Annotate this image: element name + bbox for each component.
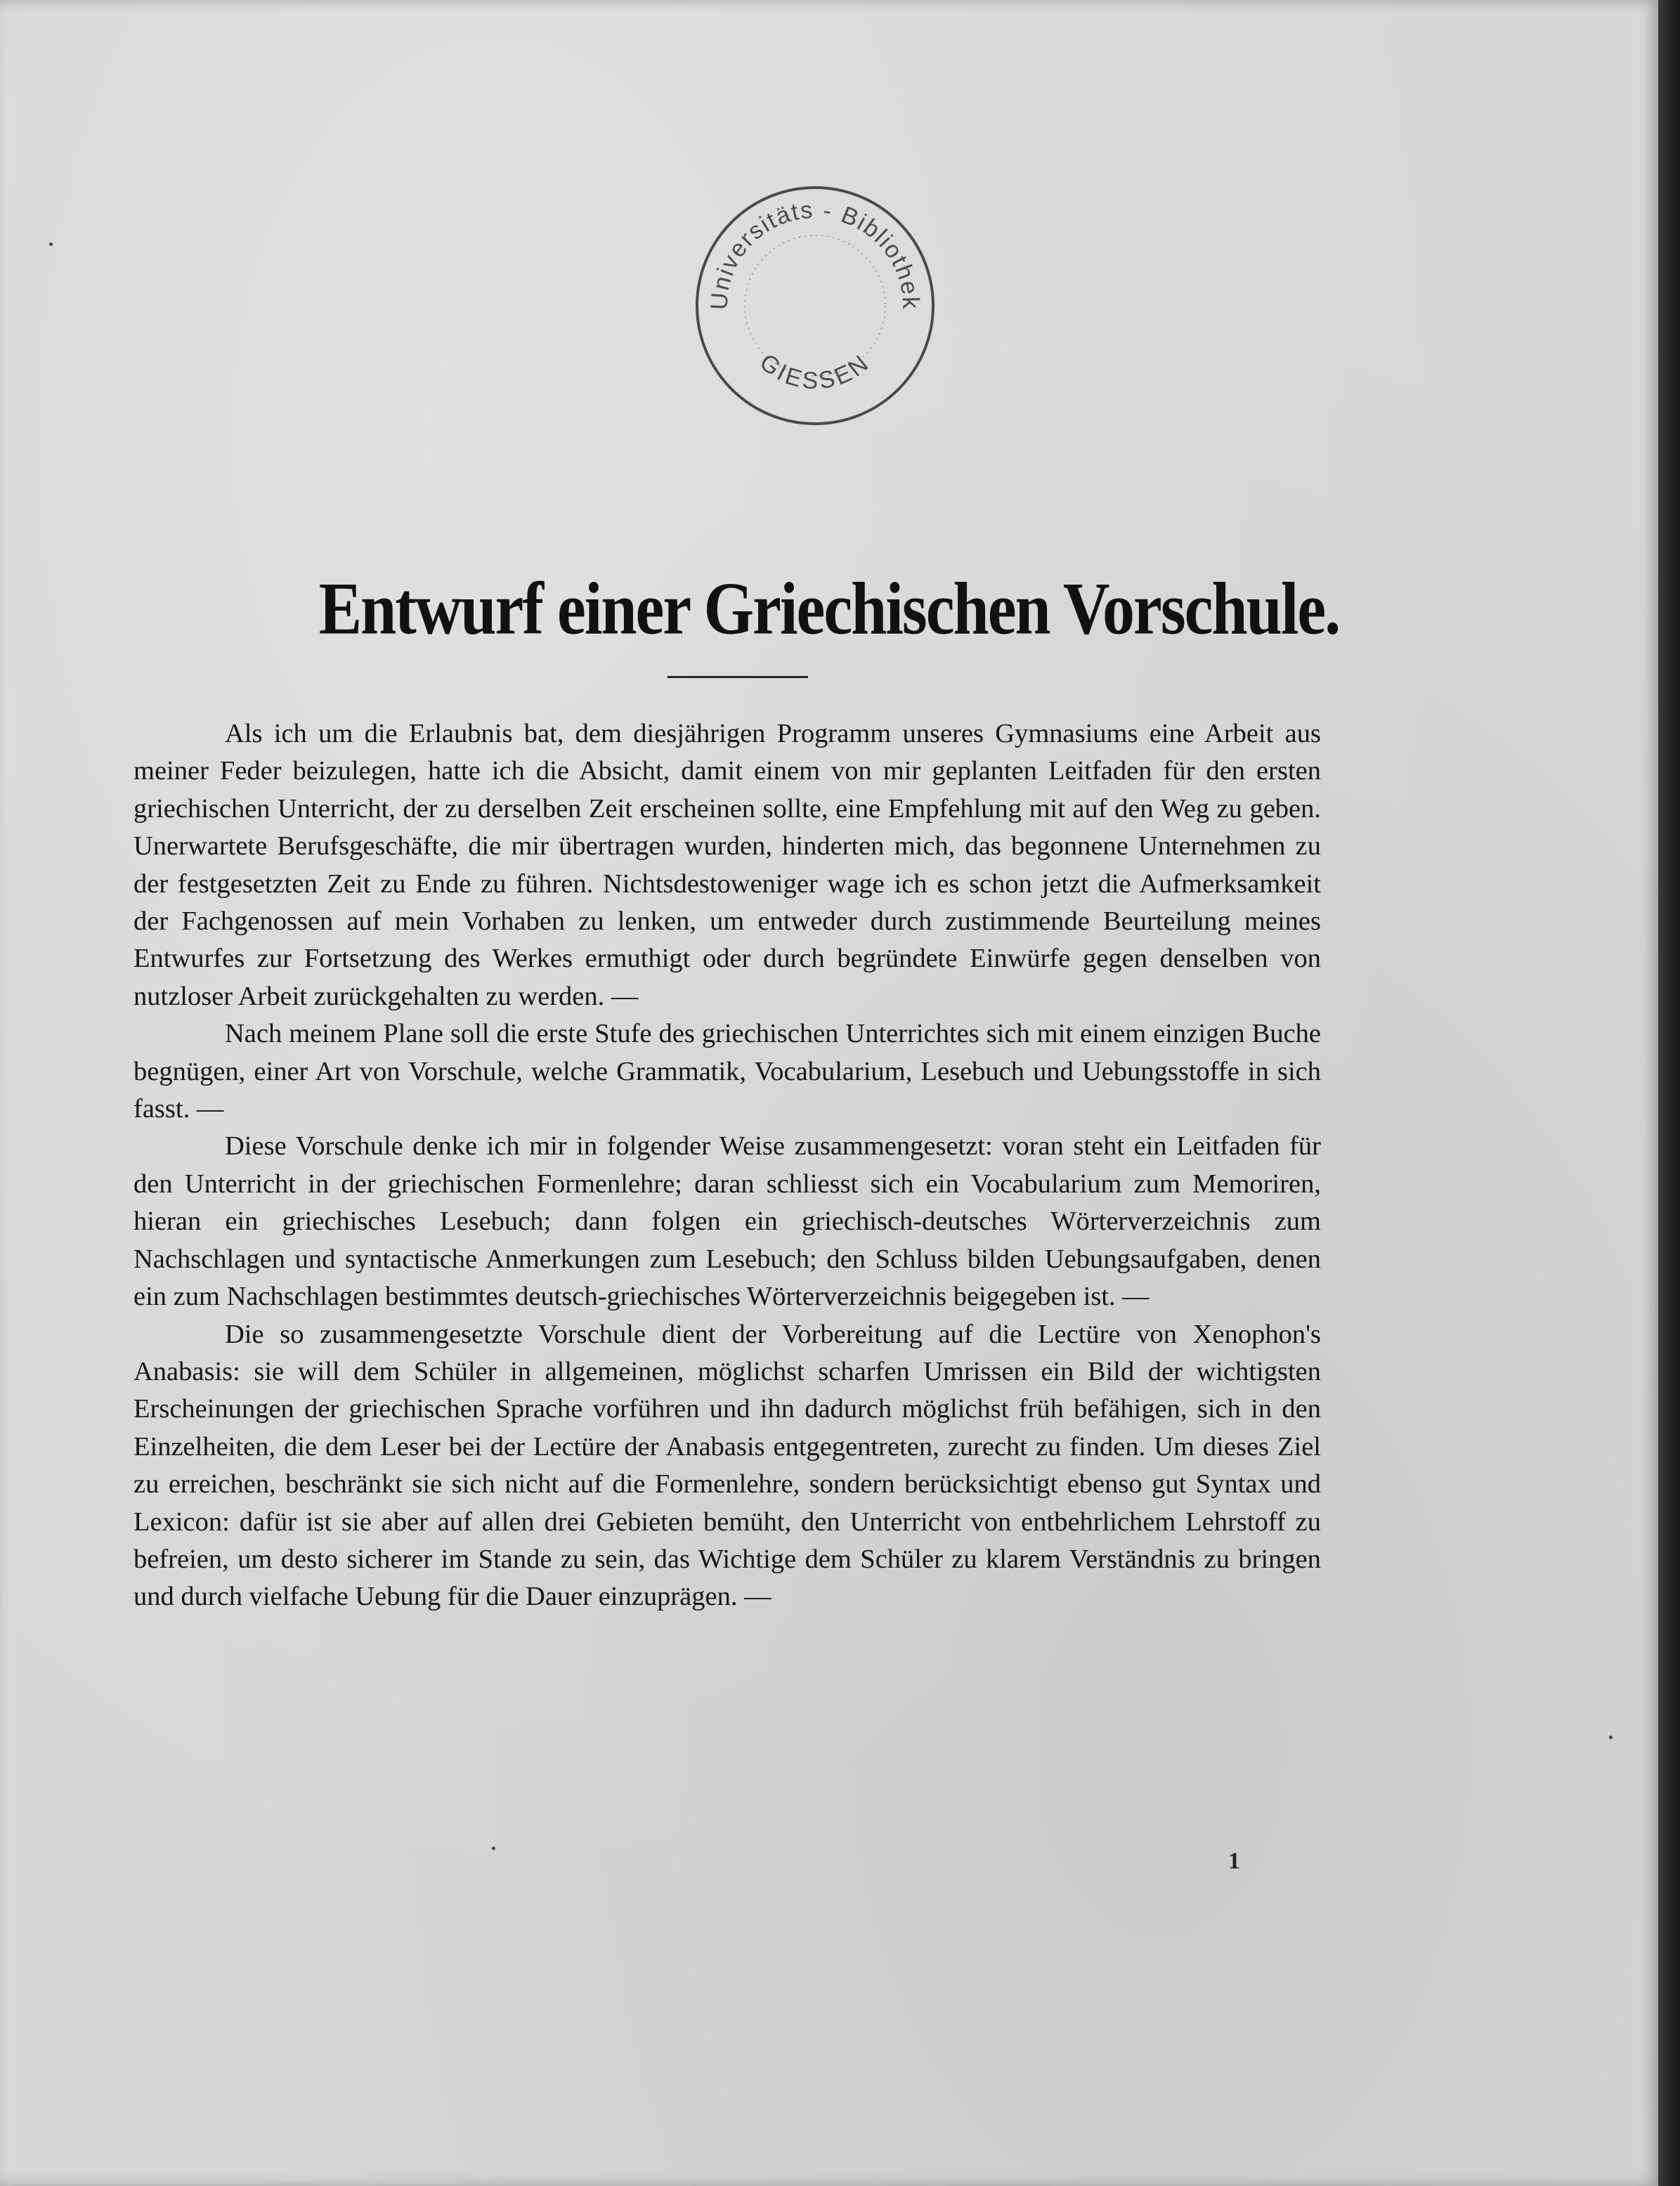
stamp-inner-ring: [745, 235, 885, 376]
page-title: Entwurf einer Griechischen Vorschule.: [318, 567, 1340, 650]
paper-speck: [49, 242, 53, 246]
stamp-text-top: Universitäts - Bibliothek: [705, 196, 925, 311]
paper-speck: [492, 1847, 495, 1850]
paragraph-1: Als ich um die Erlaubnis bat, dem diesjährigen Programm unseres Gymnasiums eine Arbeit aus meiner Feder beizulegen, hatte ich die Absicht, damit einem von mir geplanten Leitfaden für den ersten griechischen Unterricht, der zu derselben Zeit erscheinen sollte, eine Empfehlung mit auf den Weg zu geben. Unerwartete Berufsgeschäfte, die mir übertragen wurden, hinderten mich, das begonnene Unternehmen zu der festgesetzten Zeit zu Ende zu führen. Nichtsdestoweniger wage ich es schon jetzt die Aufmerksamkeit der Fachgenossen auf mein Vorhaben zu lenken, um entweder durch zustimmende Beurteilung meines Entwurfes zur Fortsetzung des Werkes ermuthigt oder durch begründete Einwürfe gegen denselben von nutzloser Arbeit zurückgehalten zu werden. —: [134, 719, 1321, 1011]
stamp-text-bottom: GIESSEN: [754, 349, 875, 395]
library-stamp: [685, 176, 945, 436]
paper-speck: [1609, 1736, 1613, 1739]
page-number: 1: [1228, 1848, 1240, 1874]
body-text: [134, 715, 1321, 1616]
title-divider: [668, 676, 808, 678]
paragraph-3: Diese Vorschule denke ich mir in folgender Weise zusammengesetzt: voran steht ein Leitfaden für den Unterricht in der griechischen Formenlehre; daran schliesst sich ein Vocabularium zum Memoriren, hieran ein griechisches Lesebuch; dann folgen ein griechisch-deutsches Wörterverzeichnis zum Nachschlagen und syntactische Anmerkungen zum Lesebuch; den Schluss bilden Uebungsaufgaben, denen ein zum Nachschlagen bestimmtes deutsch-griechisches Wörterverzeichnis beigegeben ist. —: [134, 1131, 1321, 1312]
paragraph-4: Die so zusammengesetzte Vorschule dient der Vorbereitung auf die Lectüre von Xenophon's Anabasis: sie will dem Schüler in allgemeinen, möglichst scharfen Umrissen ein Bild der wichtigsten Erscheinungen der griechischen Sprache vorführen und ihn dadurch möglichst früh befähigen, sich in den Einzelheiten, die dem Leser bei der Lectüre der Anabasis entgegentreten, zurecht zu finden. Um dieses Ziel zu erreichen, beschränkt sie sich nicht auf die Formenlehre, sondern berücksichtigt ebenso gut Syntax und Lexicon: dafür ist sie aber auf allen drei Gebieten bemüht, den Unterricht von entbehrlichem Lehrstoff zu befreien, um desto sicherer im Stande zu sein, das Wichtige dem Schüler zu klarem Verständnis zu bringen und durch vielfache Uebung für die Dauer einzuprägen. —: [134, 1319, 1321, 1612]
paragraph-2: Nach meinem Plane soll die erste Stufe des griechischen Unterrichtes sich mit einem einzigen Buche begnügen, einer Art von Vorschule, welche Grammatik, Vocabularium, Lesebuch und Uebungsstoffe in sich fasst. —: [134, 1019, 1321, 1124]
scan-edge-shadow: [1658, 0, 1680, 2186]
